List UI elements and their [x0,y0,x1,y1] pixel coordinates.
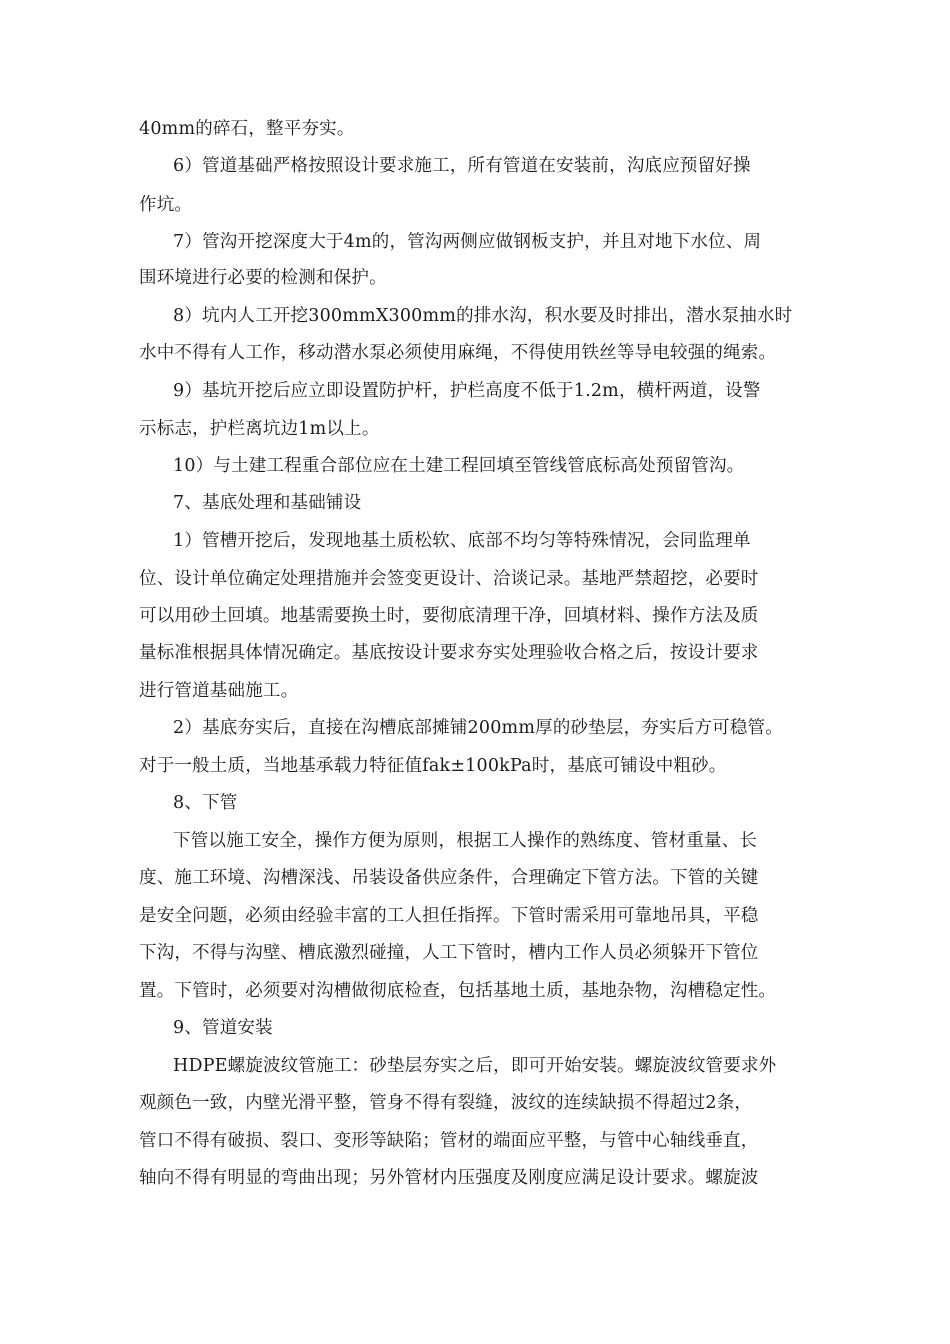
text-line: 对于一般土质，当地基承载力特征值fak±100kPa时，基底可铺设中粗砂。 [139,756,727,776]
text-line: 40mm的碎石，整平夯实。 [139,119,355,139]
text-line: 管口不得有破损、裂口、变形等缺陷；管材的端面应平整，与管中心轴线垂直， [139,1131,759,1151]
text-line: 7）管沟开挖深度大于4m的，管沟两侧应做钢板支护，并且对地下水位、周 [173,232,762,252]
section-heading: 8、下管 [173,793,238,813]
text-line: 是安全问题，必须由经验丰富的工人担任指挥。下管时需采用可靠地吊具，平稳 [139,906,759,926]
text-line: 10）与土建工程重合部位应在土建工程回填至管线管底标高处预留管沟。 [173,456,745,476]
text-line: 进行管道基础施工。 [139,681,299,701]
text-line: 位、设计单位确定处理措施并会签变更设计、洽谈记录。基地严禁超挖，必要时 [139,569,759,589]
text-line: 8）坑内人工开挖300mmX300mm的排水沟，积水要及时排出，潜水泵抽水时 [173,306,793,326]
text-line: 2）基底夯实后，直接在沟槽底部摊铺200mm厚的砂垫层，夯实后方可稳管。 [173,718,783,738]
text-line: 量标准根据具体情况确定。基底按设计要求夯实处理验收合格之后，按设计要求 [139,643,759,663]
text-line: 作坑。 [139,195,193,215]
text-line: 下管以施工安全，操作方便为原则，根据工人操作的熟练度、管材重量、长 [173,831,758,851]
section-heading: 7、基底处理和基础铺设 [173,493,362,513]
text-line: 示标志，护栏离坑边1m以上。 [139,419,380,439]
text-line: 1）管槽开挖后，发现地基土质松软、底部不均匀等特殊情况，会同监理单 [173,531,751,551]
text-line: HDPE螺旋波纹管施工：砂垫层夯实之后，即可开始安装。螺旋波纹管要求外 [173,1056,777,1076]
text-line: 9）基坑开挖后应立即设置防护杆，护栏高度不低于1.2m，横杆两道，设警 [173,381,761,401]
text-line: 下沟，不得与沟壁、槽底激烈碰撞，人工下管时，槽内工作人员必须躲开下管位 [139,943,759,963]
text-line: 水中不得有人工作，移动潜水泵必须使用麻绳，不得使用铁丝等导电较强的绳索。 [139,343,777,363]
text-line: 置。下管时，必须要对沟槽做彻底检查，包括基地土质，基地杂物，沟槽稳定性。 [139,981,777,1001]
text-line: 可以用砂土回填。地基需要换土时，要彻底清理干净，回填材料、操作方法及质 [139,606,759,626]
text-line: 6）管道基础严格按照设计要求施工，所有管道在安装前，沟底应预留好操 [173,156,751,176]
text-line: 轴向不得有明显的弯曲出现；另外管材内压强度及刚度应满足设计要求。螺旋波 [139,1168,759,1188]
text-line: 度、施工环境、沟槽深浅、吊装设备供应条件，合理确定下管方法。下管的关键 [139,868,759,888]
text-line: 观颜色一致，内壁光滑平整，管身不得有裂缝，波纹的连续缺损不得超过2条， [139,1093,753,1113]
section-heading: 9、管道安装 [173,1018,273,1038]
text-line: 围环境进行必要的检测和保护。 [139,268,387,288]
